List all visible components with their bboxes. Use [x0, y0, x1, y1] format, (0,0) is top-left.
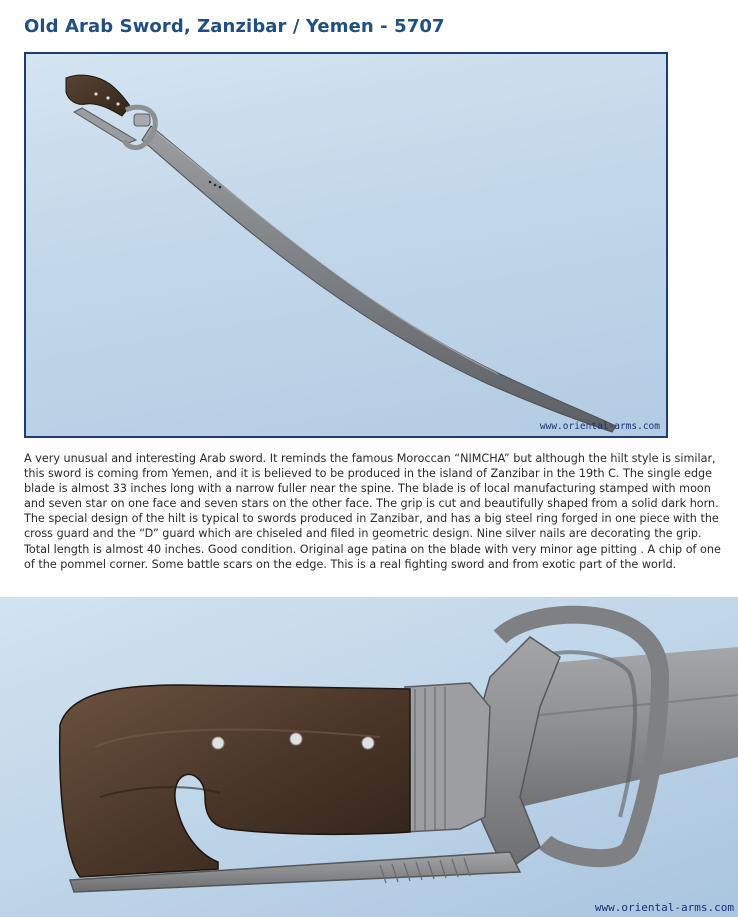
hilt-closeup-illustration — [0, 597, 738, 917]
sword-full-illustration — [26, 54, 666, 436]
watermark: www.oriental-arms.com — [539, 421, 660, 432]
watermark: www.oriental-arms.com — [594, 901, 734, 914]
sword-full-photo[interactable] — [24, 52, 668, 438]
description-text: A very unusual and interesting Arab sword. It reminds the famous Moroccan “NIMCHA” but although the hilt style is similar, this sword is coming from Yemen, and it is believed to be produced in the island of Zanzibar in the 19th C. The single edge blade is almost 33 inches long with a narrow fuller near the spine. The blade is of local manufacturing stamped with moon and seven star on one face and seven stars on the other face. The grip is cut and beautifully shaped from a solid dark horn. The special design of the hilt is typical to swords produced in Zanzibar, and has a big steel ring forged in one piece with the cross guard and the “D” guard which are chiseled and filed in geometric design. Nine silver nails are decorating the grip. Total length is almost 40 inches. Good condition. Original age patina on the blade with very minor age pitting . A chip of one of the pommel corner. Some battle scars on the edge. This is a real fighting sword and from exotic part of the world. — [24, 452, 721, 571]
page-title: Old Arab Sword, Zanzibar / Yemen - 5707 — [24, 16, 445, 37]
hilt-closeup-photo[interactable] — [0, 597, 738, 917]
